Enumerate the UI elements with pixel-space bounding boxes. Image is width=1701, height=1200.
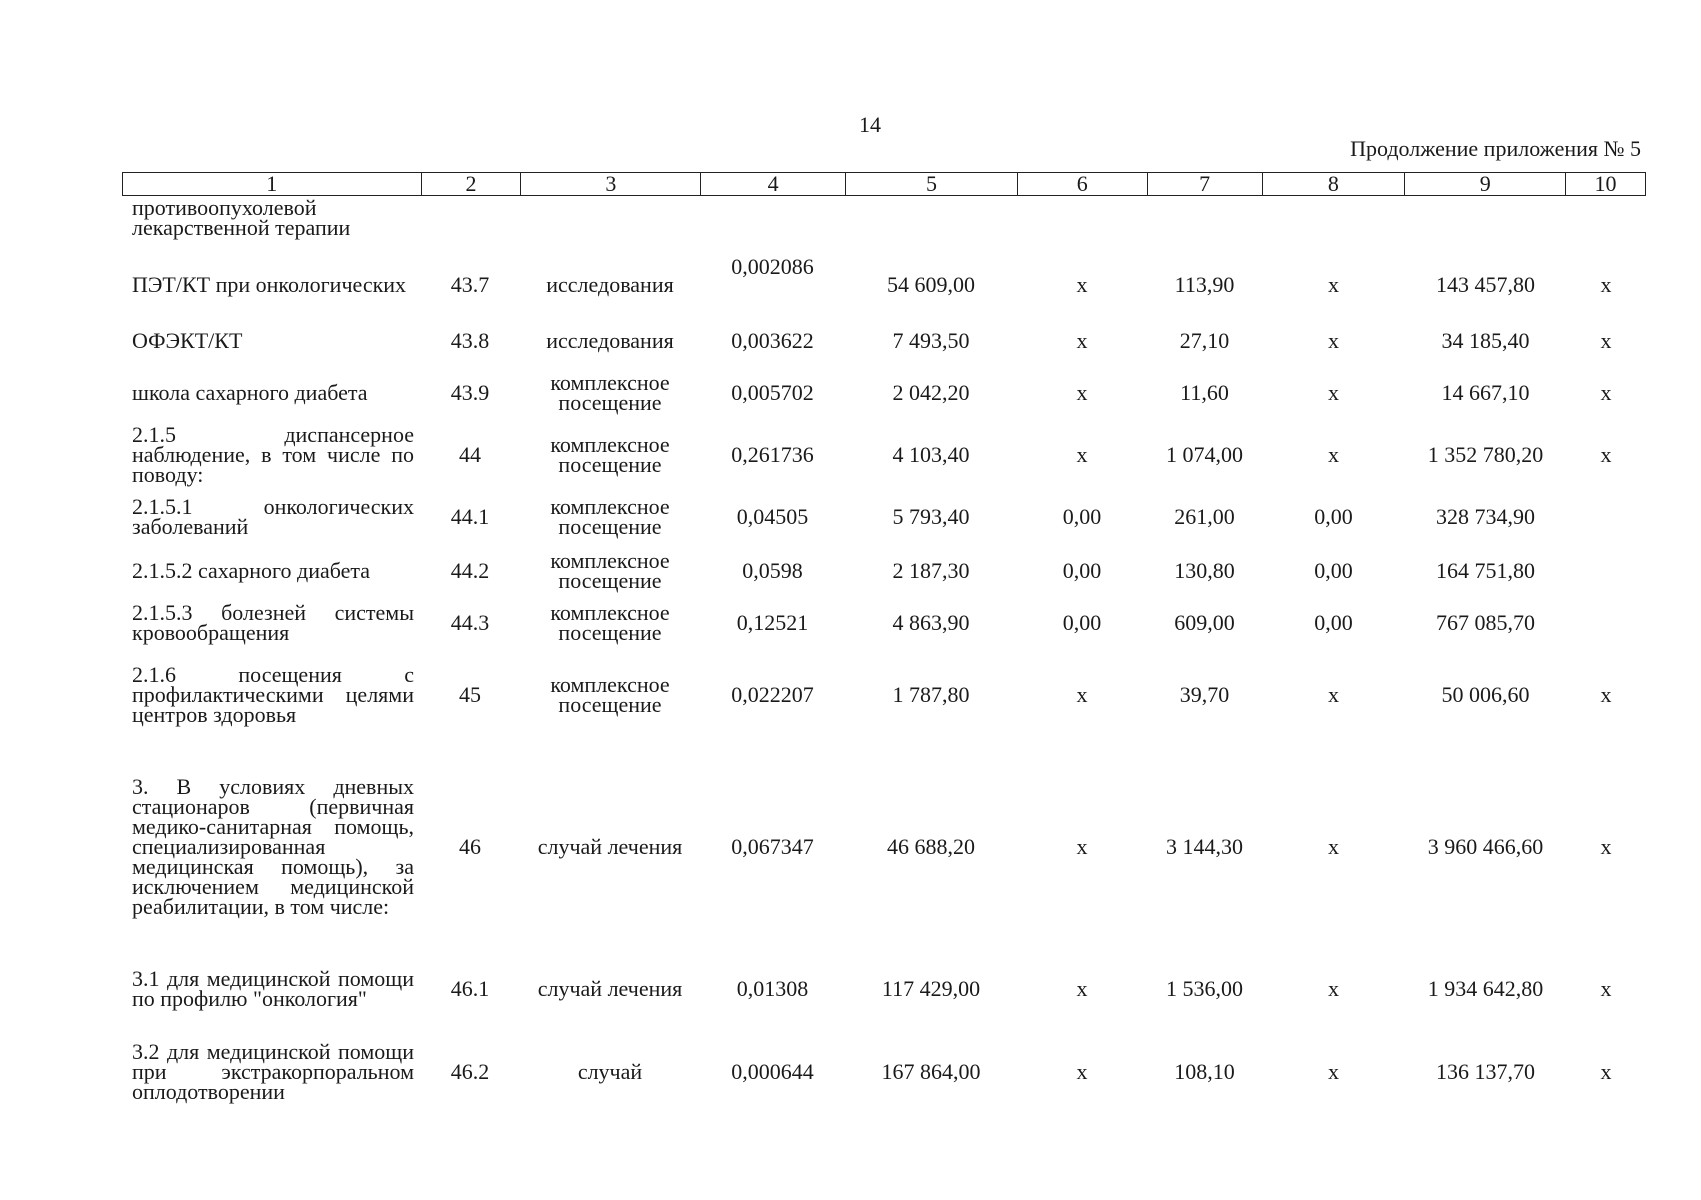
cell: х — [1328, 272, 1339, 297]
cell: 0,12521 — [736, 610, 809, 635]
cell: 136 137,70 — [1436, 1059, 1535, 1084]
cell: 0,00 — [1062, 610, 1102, 635]
row-code: 43.9 — [450, 380, 490, 405]
cell: 1 787,80 — [892, 682, 970, 707]
table-row — [122, 664, 1646, 726]
column-number: 8 — [1262, 173, 1405, 195]
cell: х — [1076, 834, 1088, 859]
cell: 2 042,20 — [892, 380, 970, 405]
cell: х — [1328, 682, 1339, 707]
cell: х — [1328, 976, 1339, 1001]
cell: х — [1600, 976, 1612, 1001]
cell: 108,10 — [1174, 1059, 1235, 1084]
column-number: 10 — [1565, 173, 1645, 195]
cell: 0,04505 — [736, 504, 809, 529]
column-number: 6 — [1017, 173, 1147, 195]
cell: 1 536,00 — [1166, 976, 1243, 1001]
cell: 767 085,70 — [1436, 610, 1535, 635]
row-unit: случай лечения — [537, 834, 683, 859]
cell: 0,000644 — [731, 1059, 814, 1084]
table-row — [122, 372, 1646, 414]
row-code: 44.3 — [450, 610, 490, 635]
row-unit: исследования — [546, 328, 674, 353]
column-number: 9 — [1404, 173, 1565, 195]
cell: 50 006,60 — [1441, 682, 1530, 707]
cell: 3 144,30 — [1166, 834, 1243, 859]
column-number: 3 — [520, 173, 700, 195]
cell: 328 734,90 — [1436, 504, 1535, 529]
cell: х — [1076, 682, 1088, 707]
cell: 34 185,40 — [1441, 328, 1530, 353]
cell: 117 429,00 — [881, 976, 981, 1001]
row-code: 46.1 — [450, 976, 490, 1001]
cell: 0,00 — [1062, 558, 1102, 583]
row-unit: комплексное посещение — [550, 600, 670, 645]
column-number: 2 — [421, 173, 521, 195]
cell: 0,067347 — [731, 834, 814, 859]
cell: 609,00 — [1174, 610, 1235, 635]
row-name: ОФЭКТ/КТ — [132, 328, 243, 353]
table-row — [122, 746, 1646, 948]
row-name: 2.1.5 диспансерное наблюдение, в том числе по поводу: — [132, 422, 414, 487]
cell: 0,003622 — [731, 328, 814, 353]
page-number: 14 — [859, 112, 881, 137]
column-number: 1 — [266, 171, 278, 196]
cell: 54 609,00 — [887, 272, 975, 297]
cell: х — [1076, 976, 1088, 1001]
cell: 7 493,50 — [892, 328, 970, 353]
cell: 1 074,00 — [1166, 442, 1243, 467]
cell: х — [1328, 380, 1339, 405]
cell: 0,00 — [1314, 504, 1353, 529]
row-name: 2.1.5.2 сахарного диабета — [132, 558, 371, 583]
cell: 0,261736 — [731, 442, 814, 467]
table-row — [122, 1030, 1646, 1114]
cell: 113,90 — [1174, 272, 1235, 297]
cell: 27,10 — [1179, 328, 1230, 353]
table-row — [122, 550, 1646, 592]
cell: х — [1600, 442, 1612, 467]
row-code: 43.7 — [450, 272, 490, 297]
cell: х — [1328, 834, 1339, 859]
cell: х — [1076, 272, 1088, 297]
cell: 0,00 — [1062, 504, 1102, 529]
cell: х — [1600, 328, 1612, 353]
table-row — [122, 254, 1646, 308]
table-row-lead — [122, 195, 1646, 240]
row-code: 46.2 — [450, 1059, 490, 1084]
cell: 1 934 642,80 — [1427, 976, 1544, 1001]
cell: 261,00 — [1174, 504, 1235, 529]
lead-text: противоопухолевой лекарственной терапии — [132, 195, 351, 240]
row-unit: случай — [577, 1059, 643, 1084]
row-unit: комплексное посещение — [550, 548, 670, 593]
cell: х — [1328, 328, 1339, 353]
table-row — [122, 958, 1646, 1020]
cell: 2 187,30 — [892, 558, 970, 583]
table-row — [122, 328, 1646, 354]
column-number: 7 — [1147, 173, 1262, 195]
row-name: 2.1.5.1 онкологических заболеваний — [132, 494, 414, 539]
row-name: 3.2 для медицинской помощи при экстракорпоральном оплодотворении — [132, 1039, 414, 1104]
row-code: 44 — [459, 442, 481, 467]
row-code: 43.8 — [450, 328, 490, 353]
continuation-title: Продолжение приложения № 5 — [1350, 136, 1641, 161]
row-code: 44.2 — [450, 558, 490, 583]
table-row — [122, 496, 1646, 538]
cell: 0,002086 — [731, 254, 814, 279]
row-name: 2.1.6 посещения с профилактическими целями центров здоровья — [132, 662, 414, 727]
row-unit: комплексное посещение — [550, 494, 670, 539]
cell: 0,005702 — [731, 380, 814, 405]
row-code: 44.1 — [450, 504, 490, 529]
cell: 3 960 466,60 — [1427, 834, 1544, 859]
row-unit: комплексное посещение — [550, 432, 670, 477]
cell: 11,60 — [1180, 380, 1229, 405]
cell: 0,022207 — [731, 682, 814, 707]
table-row — [122, 424, 1646, 486]
cell: х — [1076, 380, 1088, 405]
column-number-header — [122, 172, 1646, 196]
row-unit: исследования — [546, 272, 674, 297]
cell: 1 352 780,20 — [1427, 442, 1544, 467]
row-unit: случай лечения — [537, 976, 683, 1001]
cell: 39,70 — [1179, 682, 1230, 707]
column-number: 4 — [700, 173, 845, 195]
row-name: школа сахарного диабета — [132, 380, 368, 405]
cell: 0,01308 — [736, 976, 809, 1001]
cell: х — [1076, 442, 1088, 467]
cell: 143 457,80 — [1436, 272, 1535, 297]
cell: х — [1328, 1059, 1339, 1084]
cell: 130,80 — [1174, 558, 1235, 583]
row-unit: комплексное посещение — [550, 370, 670, 415]
row-name: 2.1.5.3 болезней системы кровообращения — [132, 600, 414, 645]
cell: 167 864,00 — [881, 1059, 981, 1084]
cell: 4 103,40 — [892, 442, 970, 467]
cell: 0,0598 — [742, 558, 803, 583]
table-row — [122, 602, 1646, 644]
cell: х — [1600, 380, 1612, 405]
cell: х — [1600, 682, 1612, 707]
cell: 4 863,90 — [892, 610, 970, 635]
cell: х — [1600, 1059, 1612, 1084]
cell: х — [1600, 272, 1612, 297]
row-name: 3. В условиях дневных стационаров (первичная медико-санитарная помощь, специализированная медицинская помощь), за исключением медицинской реабилитации, в том числе: — [132, 774, 414, 919]
cell: 5 793,40 — [892, 504, 970, 529]
row-unit: комплексное посещение — [550, 672, 670, 717]
cell: 0,00 — [1314, 558, 1353, 583]
column-number: 5 — [845, 173, 1017, 195]
cell: 0,00 — [1314, 610, 1353, 635]
cell: 46 688,20 — [887, 834, 975, 859]
cell: 14 667,10 — [1441, 380, 1530, 405]
row-name: ПЭТ/КТ при онкологических — [132, 272, 407, 297]
cell: х — [1328, 442, 1339, 467]
row-name: 3.1 для медицинской помощи по профилю "онкология" — [132, 966, 414, 1011]
cell: х — [1600, 834, 1612, 859]
cell: х — [1076, 1059, 1088, 1084]
row-code: 45 — [459, 682, 481, 707]
cell: 164 751,80 — [1436, 558, 1535, 583]
row-code: 46 — [459, 834, 481, 859]
cell: х — [1076, 328, 1088, 353]
